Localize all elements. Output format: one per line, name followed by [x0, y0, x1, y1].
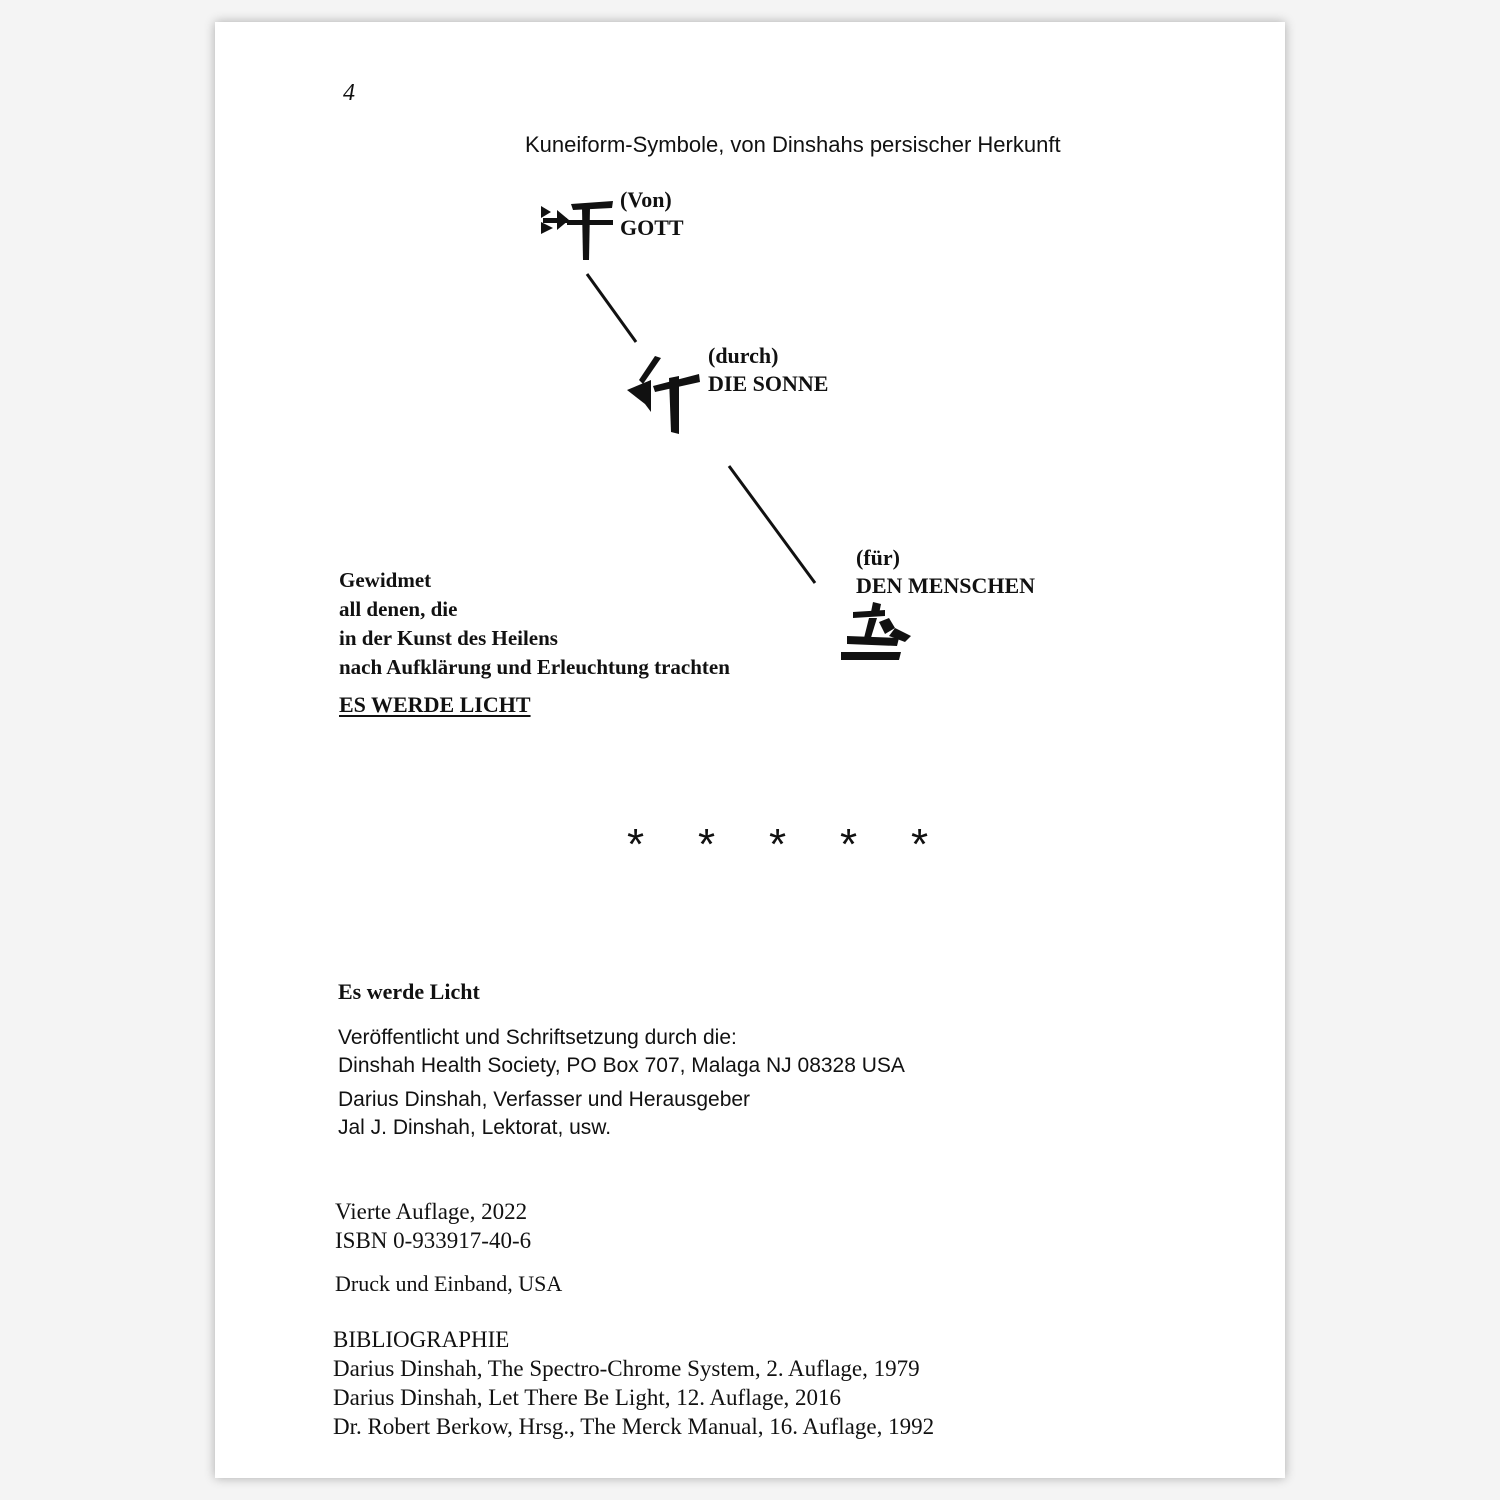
separator-asterisks: [627, 820, 982, 870]
cuneiform-man-icon: [839, 600, 919, 664]
credits-block: [338, 1086, 750, 1142]
dedication-line: nach Aufklärung und Erleuchtung trachten: [339, 655, 730, 679]
symbol-sun-label: [708, 342, 828, 398]
asterisk: *: [769, 820, 787, 869]
cuneiform-sun-icon: [625, 354, 701, 436]
dedication-line: Gewidmet: [339, 568, 432, 592]
print-line: Druck und Einband, USA: [335, 1271, 563, 1296]
publisher-block: [338, 1024, 905, 1080]
bibliography-heading: BIBLIOGRAPHIE: [333, 1327, 510, 1352]
motto-heading: ES WERDE LICHT: [339, 692, 531, 717]
symbol-man-prep: (für): [856, 545, 900, 570]
bibliography-entry: Darius Dinshah, Let There Be Light, 12. Auflage, 2016: [333, 1385, 842, 1410]
page-number: 4: [343, 80, 355, 106]
credit-line: Darius Dinshah, Verfasser und Herausgeber: [338, 1088, 751, 1111]
symbol-god-prep: (Von): [620, 187, 672, 212]
isbn-line: ISBN 0-933917-40-6: [335, 1228, 532, 1253]
symbol-man-word: DEN MENSCHEN: [856, 573, 1036, 598]
edition-block: [335, 1197, 531, 1255]
credit-line: Jal J. Dinshah, Lektorat, usw.: [338, 1116, 612, 1139]
edition-line: Vierte Auflage, 2022: [335, 1199, 528, 1224]
book-page: [215, 22, 1285, 1478]
symbol-god-word: GOTT: [620, 215, 684, 240]
bibliography-entry: Darius Dinshah, The Spectro-Chrome System, 2. Auflage, 1979: [333, 1356, 920, 1381]
asterisk: *: [627, 820, 645, 869]
bibliography: [333, 1325, 934, 1441]
dedication-line: in der Kunst des Heilens: [339, 626, 558, 650]
connector-line-1: [587, 274, 636, 342]
connector-lines: [215, 22, 1285, 1478]
page-caption: Kuneiform-Symbole, von Dinshahs persischer Herkunft: [525, 132, 1061, 157]
asterisk: *: [698, 820, 716, 869]
publisher-line: Dinshah Health Society, PO Box 707, Malaga NJ 08328 USA: [338, 1054, 905, 1077]
connector-line-2: [729, 466, 815, 583]
bibliography-entry: Dr. Robert Berkow, Hrsg., The Merck Manual, 16. Auflage, 1992: [333, 1414, 935, 1439]
asterisk: *: [840, 820, 858, 869]
symbol-sun-word: DIE SONNE: [708, 371, 829, 396]
publisher-line: Veröffentlicht und Schriftsetzung durch die:: [338, 1026, 737, 1049]
asterisk: *: [911, 820, 929, 869]
publication-title: Es werde Licht: [338, 979, 480, 1004]
dedication: [339, 566, 730, 682]
dedication-line: all denen, die: [339, 597, 458, 621]
symbol-man-label: [856, 544, 1035, 600]
symbol-sun-prep: (durch): [708, 343, 779, 368]
